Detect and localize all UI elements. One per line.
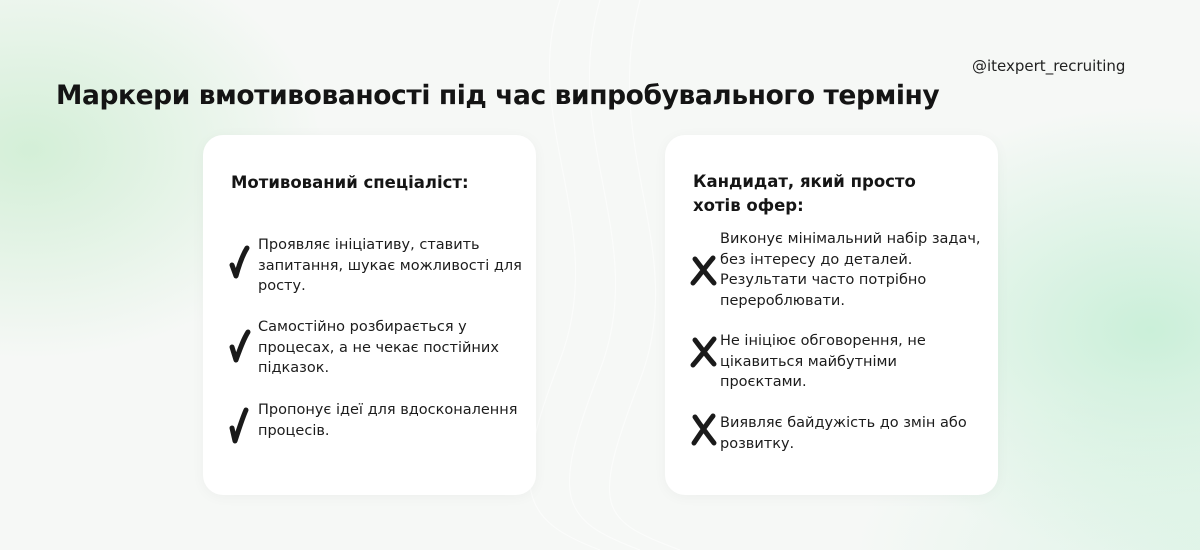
offer-only-candidate-card [665, 135, 998, 495]
page-title: Маркери вмотивованості під час випробувального терміну [56, 80, 940, 111]
cross-icon [689, 251, 719, 291]
cross-icon [689, 333, 719, 373]
list-item-text: Не ініціює обговорення, не цікавиться майбутніми проєктами. [720, 333, 926, 390]
checkmark-icon [227, 404, 257, 444]
list-item [689, 331, 989, 401]
cross-icon [689, 411, 719, 451]
checkmark-icon [227, 241, 257, 281]
list-item-text: Пропонує ідеї для вдосконалення процесів. [258, 402, 518, 439]
checkmark-icon [227, 327, 257, 367]
list-item [227, 317, 527, 387]
card-heading: Кандидат, який просто хотів офер: [693, 172, 916, 215]
list-item [689, 413, 989, 483]
motivated-specialist-card [203, 135, 536, 495]
list-item-text: Самостійно розбирається у процесах, а не чекає постійних підказок. [258, 319, 499, 376]
list-item-text: Виконує мінімальний набір задач, без інтересу до деталей. Результати часто потрібно перероблювати. [720, 231, 981, 309]
list-item-text: Проявляє ініціативу, ставить запитання, шукає можливості для росту. [258, 237, 522, 294]
list-item [227, 400, 527, 470]
list-item [689, 229, 989, 309]
card-heading: Мотивований спеціаліст: [231, 173, 469, 192]
list-item [227, 235, 527, 305]
social-handle: @itexpert_recruiting [972, 57, 1126, 75]
list-item-text: Виявляє байдужість до змін або розвитку. [720, 415, 967, 452]
